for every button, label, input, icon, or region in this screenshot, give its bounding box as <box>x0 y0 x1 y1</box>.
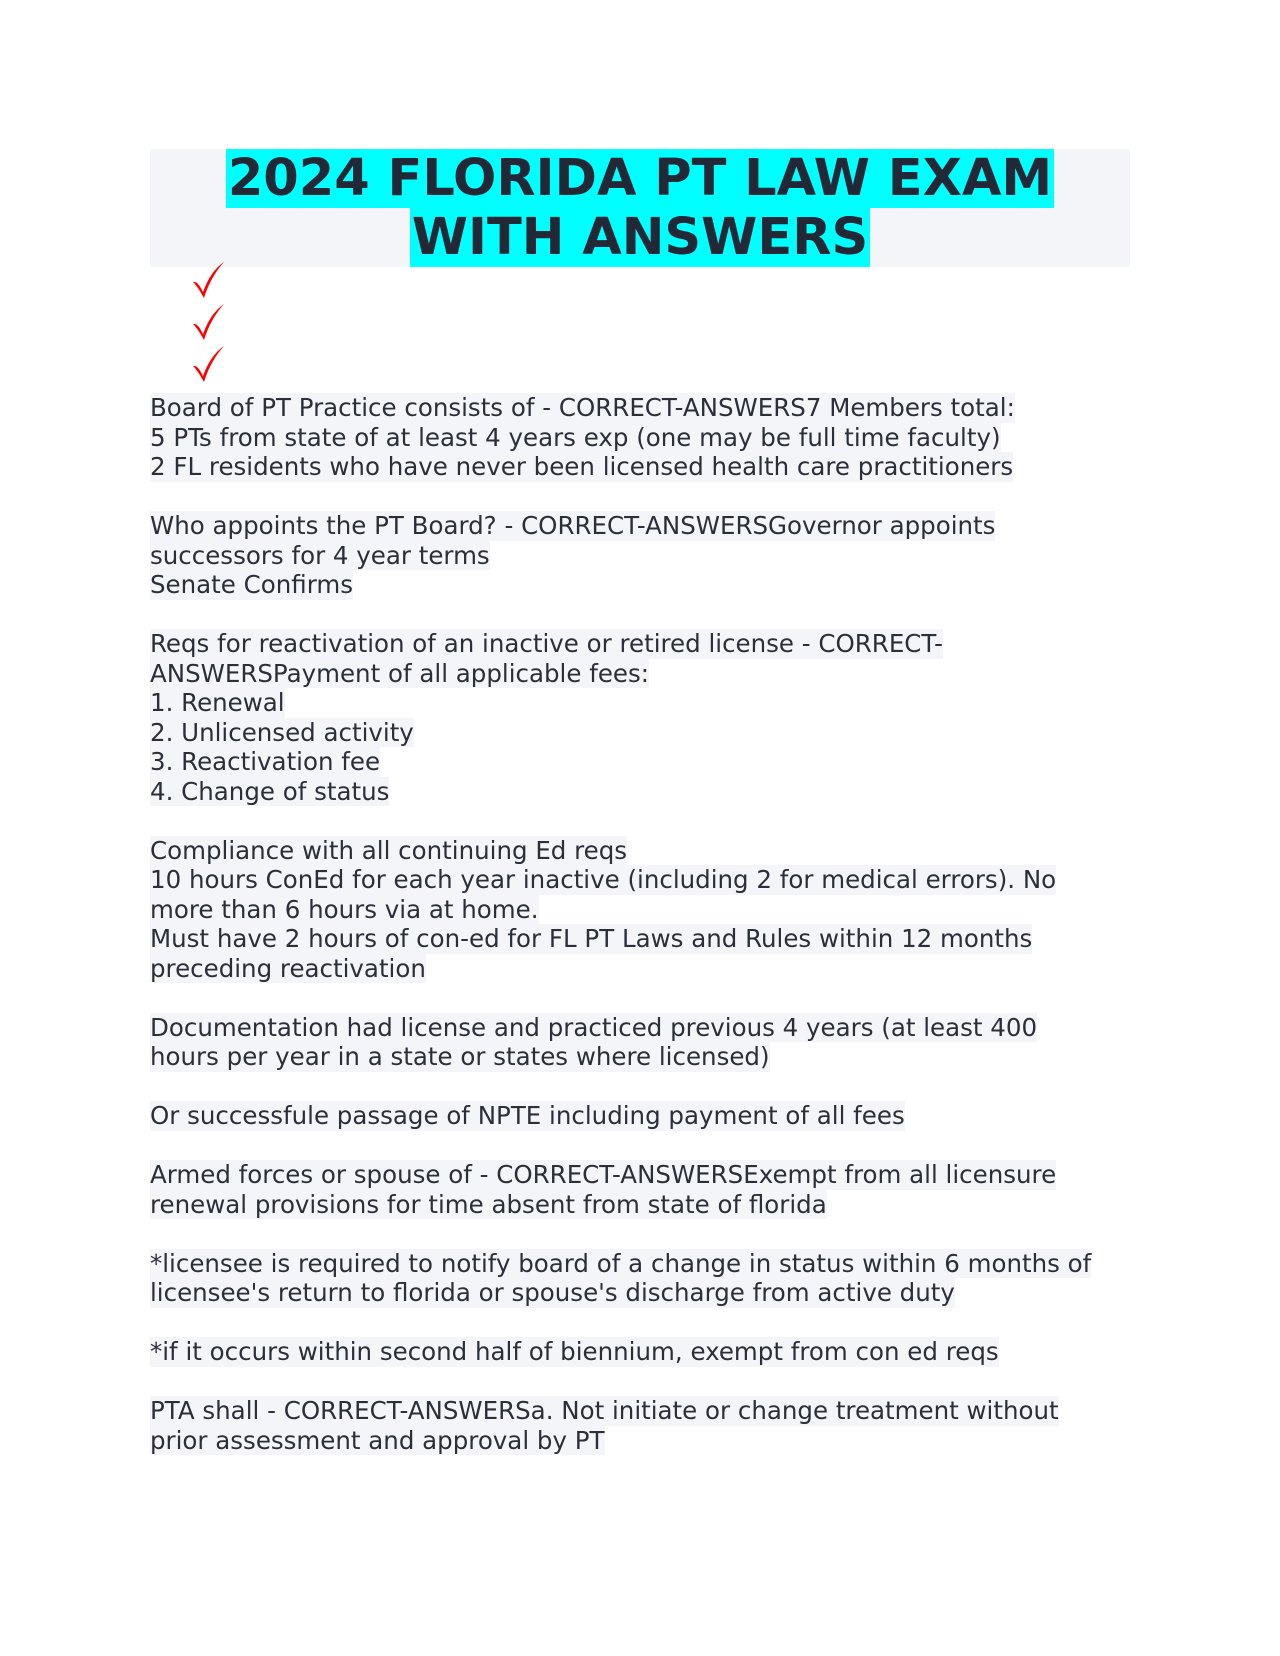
checkmark-icon <box>190 344 226 384</box>
text-line: Board of PT Practice consists of - CORRECT-ANSWERS7 Members total: <box>150 393 1015 422</box>
text-line: *if it occurs within second half of biennium, exempt from con ed reqs <box>150 1337 999 1366</box>
text-line: 2 FL residents who have never been licensed health care practitioners <box>150 452 1014 481</box>
checkmark-icon <box>190 260 226 300</box>
checkmark-list <box>190 260 226 386</box>
text-line: 3. Reactivation fee <box>150 747 381 776</box>
title-line-2-wrap <box>150 208 1130 267</box>
title-line-1-wrap <box>150 149 1130 208</box>
title-line-2: WITH ANSWERS <box>411 208 869 267</box>
text-line: 4. Change of status <box>150 776 390 806</box>
qa-continuing-ed <box>150 836 1130 984</box>
text-line: Who appoints the PT Board? - CORRECT-ANSWERSGovernor appoints <box>150 511 996 540</box>
text-line: Must have 2 hours of con-ed for FL PT Laws and Rules within 12 months <box>150 924 1033 953</box>
text-line: successors for 4 year terms <box>150 540 490 570</box>
text-line: hours per year in a state or states where licensed) <box>150 1042 770 1071</box>
text-line: Or successfule passage of NPTE including payment of all fees <box>150 1101 905 1130</box>
text-line: renewal provisions for time absent from state of florida <box>150 1189 827 1219</box>
qa-notify-board <box>150 1249 1130 1308</box>
text-line: Documentation had license and practiced previous 4 years (at least 400 <box>150 1012 1038 1042</box>
qa-biennium-exempt <box>150 1337 1130 1367</box>
text-line: 1. Renewal <box>150 688 285 717</box>
text-line: preceding reactivation <box>150 953 426 983</box>
text-line: 2. Unlicensed activity <box>150 717 414 747</box>
text-line: more than 6 hours via at home. <box>150 894 539 924</box>
qa-npte <box>150 1101 1130 1131</box>
text-line: ANSWERSPayment of all applicable fees: <box>150 658 650 688</box>
qa-board-composition <box>150 393 1130 482</box>
qa-documentation <box>150 1013 1130 1072</box>
qa-reactivation-fees <box>150 629 1130 806</box>
document-body <box>150 393 1130 1485</box>
document-title <box>150 149 1130 267</box>
qa-board-appointment <box>150 511 1130 600</box>
text-line: Senate Confirms <box>150 570 353 599</box>
text-line: *licensee is required to notify board of a change in status within 6 months of <box>150 1248 1092 1278</box>
text-line: Reqs for reactivation of an inactive or retired license - CORRECT- <box>150 629 943 658</box>
text-line: 5 PTs from state of at least 4 years exp (one may be full time faculty) <box>150 422 1001 452</box>
checkmark-icon <box>190 302 226 342</box>
text-line: 10 hours ConEd for each year inactive (including 2 for medical errors). No <box>150 865 1057 894</box>
text-line: Compliance with all continuing Ed reqs <box>150 835 628 865</box>
text-line: Armed forces or spouse of - CORRECT-ANSWERSExempt from all licensure <box>150 1160 1057 1189</box>
text-line: licensee's return to florida or spouse's discharge from active duty <box>150 1278 955 1307</box>
qa-pta-shall <box>150 1396 1130 1455</box>
text-line: prior assessment and approval by PT <box>150 1425 605 1455</box>
qa-armed-forces <box>150 1160 1130 1219</box>
title-line-1: 2024 FLORIDA PT LAW EXAM <box>227 149 1053 208</box>
text-line: PTA shall - CORRECT-ANSWERSa. Not initiate or change treatment without <box>150 1396 1059 1425</box>
